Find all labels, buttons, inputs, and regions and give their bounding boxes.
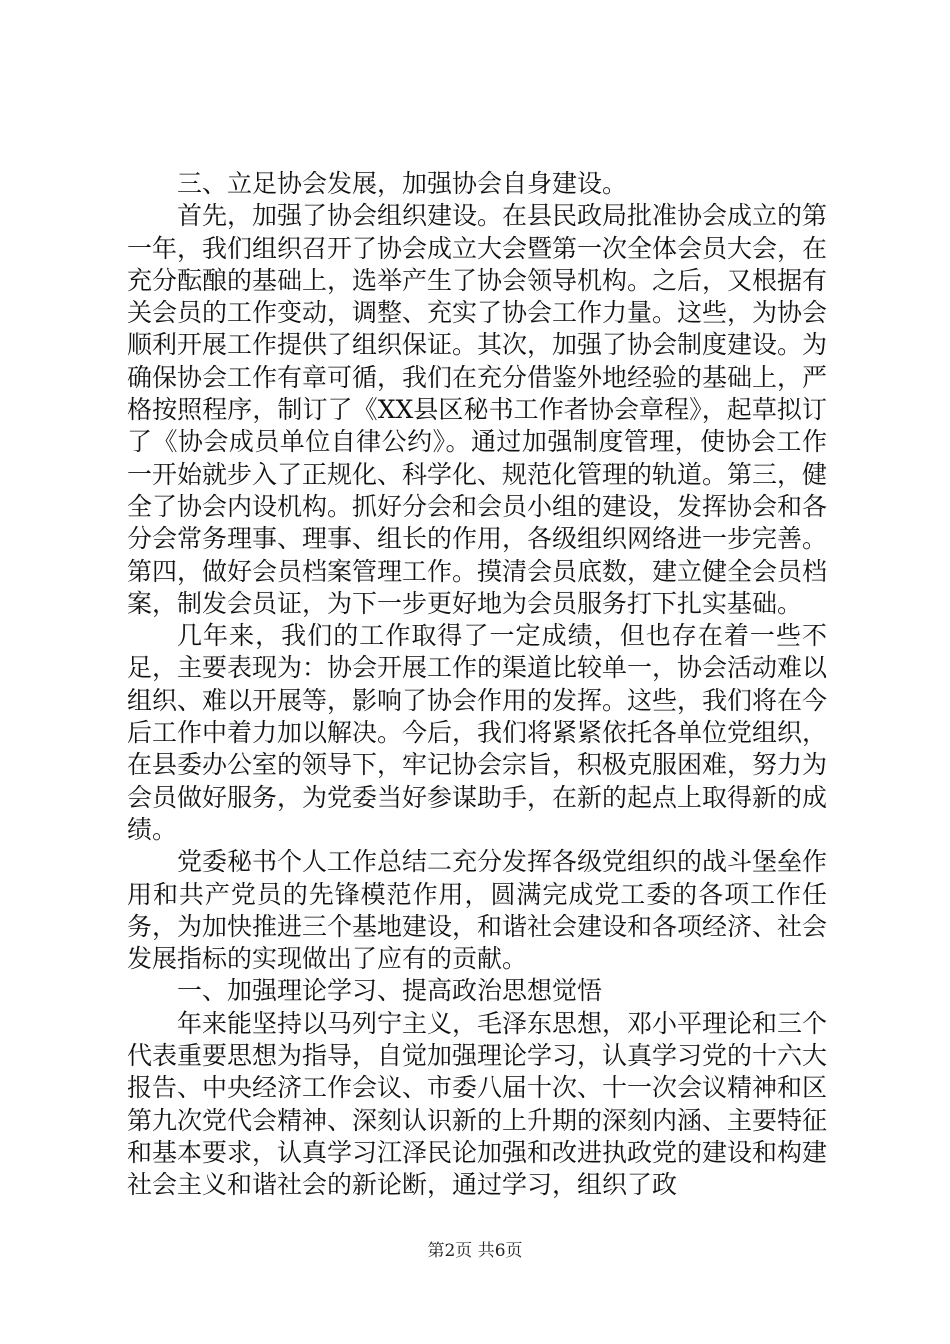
paragraph-summary-two-intro: 党委秘书个人工作总结二充分发挥各级党组织的战斗堡垒作用和共产党员的先锋模范作用，圆满完成党工委的各项工作任务，为加快推进三个基地建设，和谐社会建设和各项经济、社会发展指标的实现做出了应有的贡献。 xyxy=(127,847,828,974)
paragraph-achievements-shortcomings: 几年来，我们的工作取得了一定成绩，但也存在着一些不足，主要表现为：协会开展工作的渠道比较单一，协会活动难以组织、难以开展等，影响了协会作用的发挥。这些，我们将在今后工作中着力加以解决。今后，我们将紧紧依托各单位党组织，在县委办公室的领导下，牢记协会宗旨，积极克服困难，努力为会员做好服务，为党委当好参谋助手，在新的起点上取得新的成绩。 xyxy=(127,621,828,844)
section-heading-3: 三、立足协会发展，加强协会自身建设。 xyxy=(177,169,628,198)
paragraph-organization-building: 首先，加强了协会组织建设。在县民政局批准协会成立的第一年，我们组织召开了协会成立大会暨第一次全体会员大会，在充分酝酿的基础上，选举产生了协会领导机构。之后，又根据有关会员的工作变动，调整、充实了协会工作力量。这些，为协会顺利开展工作提供了组织保证。其次，加强了协会制度建设。为确保协会工作有章可循，我们在充分借鉴外地经验的基础上，严格按照程序，制订了《XX县区秘书工作者协会章程》，起草拟订了《协会成员单位自律公约》。通过加强制度管理，使协会工作一开始就步入了正规化、科学化、规范化管理的轨道。第三，健全了协会内设机构。抓好分会和会员小组的建设，发挥协会和各分会常务理事、理事、组长的作用，各级组织网络进一步完善。第四，做好会员档案管理工作。摸清会员底数，建立健全会员档案，制发会员证，为下一步更好地为会员服务打下扎实基础。 xyxy=(127,201,828,618)
section-heading-1: 一、加强理论学习、提高政治思想觉悟 xyxy=(177,976,603,1006)
page-footer: 第2页 共6页 xyxy=(427,1241,523,1261)
paragraph-theory-study: 年来能坚持以马列宁主义，毛泽东思想，邓小平理论和三个代表重要思想为指导，自觉加强理论学习，认真学习党的十六大报告、中央经济工作会议、市委八届十次、十一次会议精神和区第九次党代会精神、深刻认识新的上升期的深刻内涵、主要特征和基本要求，认真学习江泽民论加强和改进执政党的建设和构建社会主义和谐社会的新论断，通过学习，组织了政 xyxy=(127,1008,828,1200)
document-body xyxy=(127,168,827,1202)
